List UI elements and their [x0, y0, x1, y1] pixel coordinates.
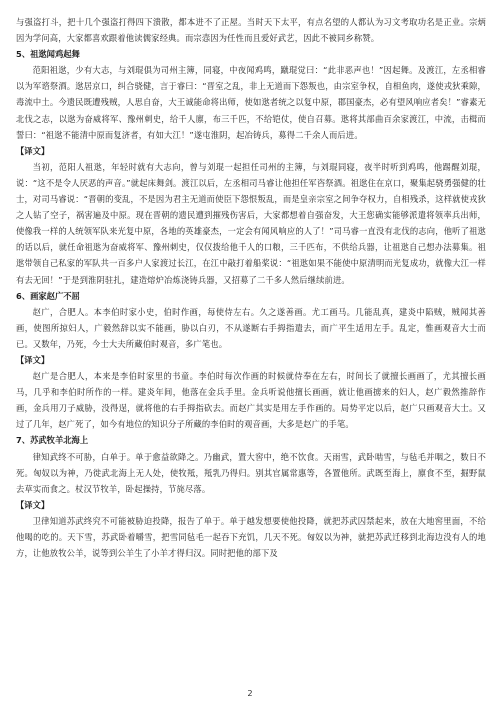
section-heading: 7、苏武牧羊北海上 [16, 435, 89, 446]
section-heading: 5、祖逖闻鸡起舞 [16, 49, 80, 60]
page-number: 2 [247, 688, 253, 698]
paragraph: 与强盗打斗，把十几个强盗打得四下溃散，都本进不了正屋。当时天下太平，有点名望的人都认为习文考取功名是正业。宗炳因为学问高，大家都喜欢跟着他读儒家经典。而宗悫因为任性而且爱好武艺，因此不被同乡称赞。 [16, 17, 486, 44]
paragraph: 范阳祖逖，少有大志，与刘琨俱为司州主簿，同寝，中夜闻鸡鸣，蹴琨觉曰：“此非恶声也！”因起舞。及渡江，左丞相睿以为军谘祭酒。逖居京口，纠合骁健，言于睿曰：“晋室之乱，非上无道而下怨叛也，由宗室争权，自相鱼肉，遂使戎狄乘隙，毒流中土。今遗民既遭残贼，人思自奋，大王诚能命将出师，使如逖者统之以复中原，郡国豪杰，必有望风响应者矣！”睿素无北伐之志，以逖为奋威将军、豫州刺史，给千人廪，布三千匹，不给铠仗，使自召募。逖将其部曲百余家渡江，中流，击楫而誓曰：“祖逖不能清中原而复济者，有如大江！”遂屯淮阴，起冶铸兵，募得二千余人而后进。 [16, 65, 486, 140]
paragraph: 卫律知道苏武终究不可能被胁迫投降，报告了单于。单于越发想要使他投降，就把苏武囚禁起来，放在大地窖里面，不给他喝的吃的。天下雪，苏武卧着嚼雪，把雪同毡毛一起吞下充饥，几天不死。匈奴以为神，就把苏武迁移到北海边没有人的地方，让他放牧公羊，说等到公羊生了小羊才得归汉。同时把他的部下及 [16, 515, 486, 559]
paragraph: 赵广，合肥人。本李伯时家小史，伯时作画，每使侍左右。久之遂善画。尤工画马。几能乱真，建炎中陷贼，贼闻其善画，使图所掠妇人，广毅然辞以实不能画，胁以白刃，不从遂断右手拇指遣去，而广平生适用左手。乱定，惟画观音大士而已。又数年，乃死，今士大夫所藏伯时观音，多广笔也。 [16, 306, 486, 349]
paragraph: 当初，范阳人祖逖，年轻时就有大志向，曾与刘琨一起担任司州的主簿，与刘琨同寝，夜半时听到鸡鸣，他踢醒刘琨，说：“这不是令人厌恶的声音。”就起床舞剑。渡江以后，左丞相司马睿让他担任军咨祭酒。祖逖住在京口，聚集起骁勇强健的壮士，对司马睿说：“晋朝的变乱，不是因为君主无道而使臣下怨恨叛乱，而是皇亲宗室之间争夺权力，自相残杀，这样就使戎狄之人钻了空子，祸害遍及中原。现在晋朝的遗民遭到摧残伤害后，大家都想着自强奋发，大王您确实能够派遣将领率兵出师，使像我一样的人统领军队来光复中原，各地的英雄豪杰，一定会有闻风响应的人了！”司马睿一直没有北伐的志向，他听了祖逖的话以后，就任命祖逖为奋威将军、豫州刺史，仅仅拨给他千人的口粮，三千匹布，不供给兵器，让祖逖自己想办法募集。祖逖带领自己私家的军队共一百多户人家渡过长江，在江中敲打着船桨说：“祖逖如果不能使中原清明而光复成功，就像大江一样有去无回！”于是到淮阴驻扎，建造熔炉冶炼浇铸兵器，又招募了二千多人然后继续前进。 [16, 161, 486, 285]
document-body [16, 14, 486, 561]
paragraph: 赵广是合肥人，本来是李伯时家里的书童。李伯时每次作画的时候就侍奉在左右，时间长了就擅长画画了，尤其擅长画马，几乎和李伯时所作的一样。建炎年间，他落在金兵手里。金兵听说他擅长画画，就让他画掳来的妇人，赵广毅然推辞作画，金兵用刀子威胁，没得逞，就将他的右手拇指砍去。而赵广其实是用左手作画的。局势平定以后，赵广只画观音大士。又过了几年，赵广死了，如今有地位的知识分子所藏的李伯时的观音画，大多是赵广的手笔。 [16, 371, 486, 430]
paragraph: 律知武终不可胁，白单于。单于愈益欲降之。乃幽武，置大窖中，绝不饮食。天雨雪，武卧啮雪，与毡毛并咽之，数日不死。匈奴以为神，乃徙武北海上无人处，使牧羝，羝乳乃得归。别其官属常惠等，各置他所。武既至海上，廪食不至，掘野鼠去草实而食之。杖汉节牧羊，卧起操持，节旄尽落。 [16, 451, 486, 494]
translation-label: 【译文】 [16, 145, 50, 156]
translation-label: 【译文】 [16, 354, 50, 365]
section-heading: 6、画家赵广不屈 [16, 290, 80, 301]
translation-label: 【译文】 [16, 499, 50, 510]
